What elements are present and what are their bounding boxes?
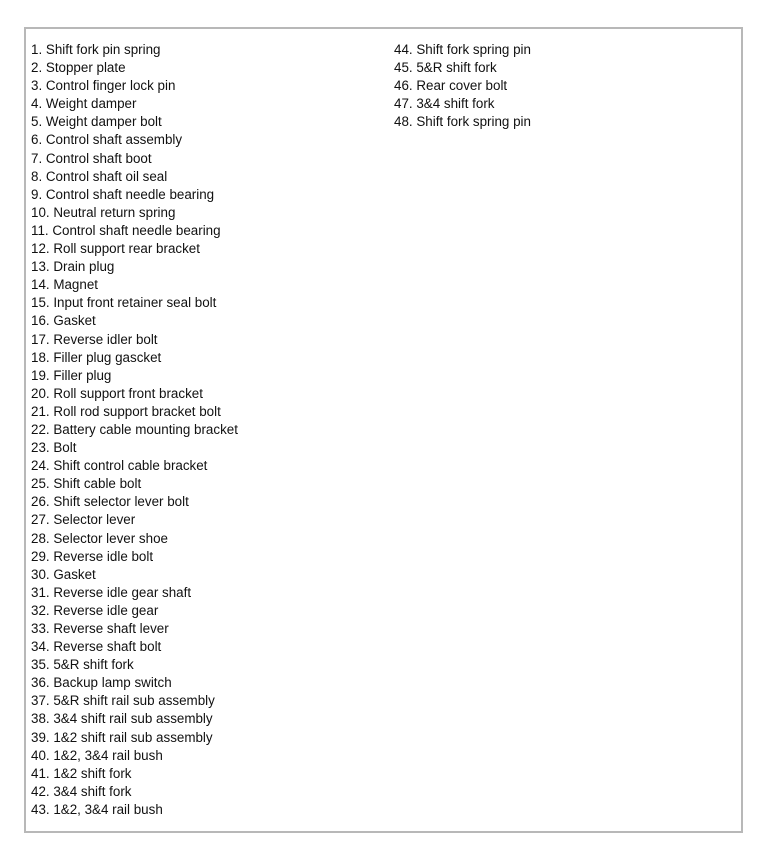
part-list-item: 1. Shift fork pin spring — [31, 42, 161, 57]
part-list-item: 24. Shift control cable bracket — [31, 458, 208, 474]
part-list-item: 8. Control shaft oil seal — [31, 168, 168, 184]
part-list-item: 7. Control shaft boot — [31, 150, 152, 166]
part-list-item: 17. Reverse idler bolt — [31, 331, 158, 347]
part-list-item: 11. Control shaft needle bearing — [31, 222, 221, 238]
part-list-item: 48. Shift fork spring pin — [394, 114, 531, 130]
part-list-item: 4. Weight damper — [31, 96, 137, 112]
part-list-item: 5. Weight damper bolt — [31, 114, 162, 130]
part-list-item: 23. Bolt — [31, 440, 77, 456]
part-list-item: 3. Control finger lock pin — [31, 78, 176, 94]
part-list-item: 44. Shift fork spring pin — [394, 42, 531, 57]
parts-legend-frame — [24, 27, 743, 833]
part-list-item: 40. 1&2, 3&4 rail bush — [31, 747, 163, 763]
part-list-item: 37. 5&R shift rail sub assembly — [31, 693, 215, 709]
part-list-item: 43. 1&2, 3&4 rail bush — [31, 801, 163, 817]
parts-list-left-column — [31, 41, 386, 819]
part-list-item: 42. 3&4 shift fork — [31, 783, 132, 799]
part-list-item: 30. Gasket — [31, 566, 96, 582]
part-list-item: 31. Reverse idle gear shaft — [31, 584, 192, 600]
part-list-item: 45. 5&R shift fork — [394, 60, 497, 76]
part-list-item: 33. Reverse shaft lever — [31, 621, 169, 636]
part-list-item: 29. Reverse idle bolt — [31, 548, 154, 564]
part-list-item: 38. 3&4 shift rail sub assembly — [31, 711, 213, 727]
part-list-item: 25. Shift cable bolt — [31, 476, 142, 492]
part-list-item: 16. Gasket — [31, 313, 96, 329]
part-list-item: 34. Reverse shaft bolt — [31, 639, 162, 655]
part-list-item: 28. Selector lever shoe — [31, 530, 168, 546]
part-list-item: 10. Neutral return spring — [31, 204, 176, 220]
part-list-item: 32. Reverse idle gear — [31, 602, 159, 618]
part-list-item: 35. 5&R shift fork — [31, 657, 134, 673]
part-list-item: 2. Stopper plate — [31, 60, 126, 76]
parts-list-right-column — [394, 41, 724, 131]
part-list-item: 27. Selector lever — [31, 512, 136, 528]
part-list-item: 47. 3&4 shift fork — [394, 96, 495, 112]
part-list-item: 46. Rear cover bolt — [394, 78, 508, 94]
part-list-item: 15. Input front retainer seal bolt — [31, 295, 217, 311]
part-list-item: 6. Control shaft assembly — [31, 132, 183, 148]
part-list-item: 22. Battery cable mounting bracket — [31, 421, 238, 437]
part-list-item: 13. Drain plug — [31, 259, 115, 275]
part-list-item: 12. Roll support rear bracket — [31, 241, 200, 257]
part-list-item: 36. Backup lamp switch — [31, 675, 172, 691]
part-list-item: 41. 1&2 shift fork — [31, 765, 132, 781]
part-list-item: 14. Magnet — [31, 277, 98, 293]
part-list-item: 18. Filler plug gascket — [31, 349, 162, 365]
part-list-item: 39. 1&2 shift rail sub assembly — [31, 729, 213, 745]
part-list-item: 20. Roll support front bracket — [31, 385, 203, 401]
part-list-item: 26. Shift selector lever bolt — [31, 494, 189, 510]
part-list-item: 21. Roll rod support bracket bolt — [31, 403, 221, 419]
part-list-item: 9. Control shaft needle bearing — [31, 186, 215, 202]
part-list-item: 19. Filler plug — [31, 367, 112, 383]
